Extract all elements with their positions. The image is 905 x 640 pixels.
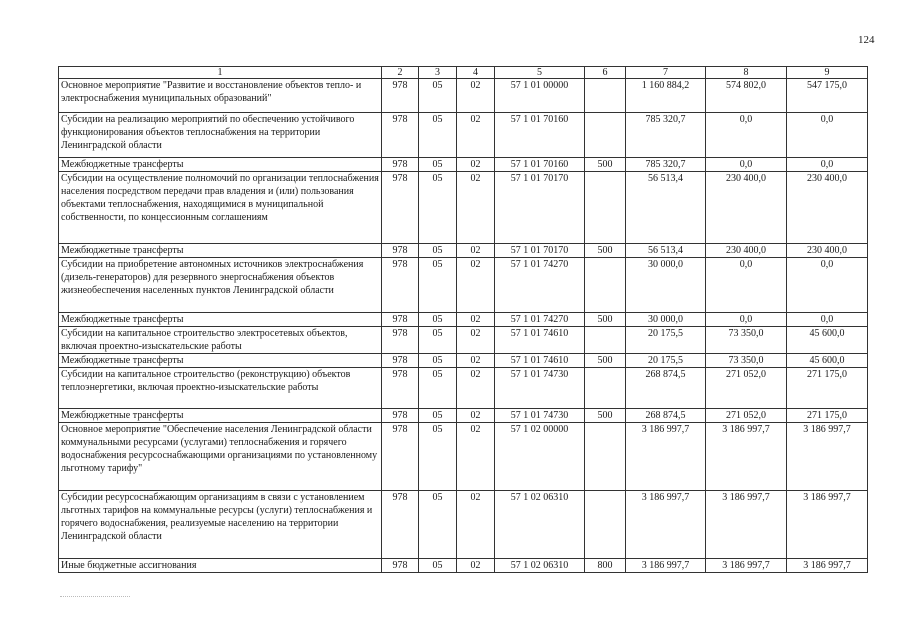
ved-code-cell: 978 (382, 79, 419, 113)
target-article-cell: 57 1 01 74730 (495, 368, 585, 409)
subsection-cell: 02 (457, 559, 495, 573)
section-cell: 05 (419, 559, 457, 573)
description-cell: Субсидии на капитальное строительство (реконструкцию) объектов теплоэнергетики, включая проектно-изыскательские работы (59, 368, 382, 409)
header-cell: 7 (626, 67, 706, 79)
target-article-cell: 57 1 01 74610 (495, 354, 585, 368)
header-cell: 8 (706, 67, 787, 79)
amount-cell: 56 513,4 (626, 244, 706, 258)
subsection-cell: 02 (457, 327, 495, 354)
section-cell: 05 (419, 327, 457, 354)
amount-cell: 271 175,0 (787, 409, 868, 423)
expense-type-cell (585, 368, 626, 409)
subsection-cell: 02 (457, 113, 495, 158)
amount-cell: 3 186 997,7 (706, 423, 787, 491)
page-number: 124 (858, 34, 875, 46)
table-row (59, 491, 868, 559)
section-cell: 05 (419, 172, 457, 244)
amount-cell: 30 000,0 (626, 313, 706, 327)
amount-cell: 0,0 (706, 158, 787, 172)
target-article-cell: 57 1 01 74270 (495, 313, 585, 327)
target-article-cell: 57 1 01 70170 (495, 172, 585, 244)
header-cell: 5 (495, 67, 585, 79)
section-cell: 05 (419, 354, 457, 368)
expense-type-cell (585, 172, 626, 244)
amount-cell: 0,0 (706, 313, 787, 327)
section-cell: 05 (419, 258, 457, 313)
amount-cell: 56 513,4 (626, 172, 706, 244)
amount-cell: 30 000,0 (626, 258, 706, 313)
subsection-cell: 02 (457, 423, 495, 491)
table-row (59, 158, 868, 172)
table-row (59, 258, 868, 313)
ved-code-cell: 978 (382, 423, 419, 491)
table-row (59, 313, 868, 327)
expense-type-cell: 500 (585, 354, 626, 368)
description-cell: Межбюджетные трансферты (59, 158, 382, 172)
table-row (59, 559, 868, 573)
amount-cell: 230 400,0 (787, 244, 868, 258)
header-cell: 4 (457, 67, 495, 79)
section-cell: 05 (419, 423, 457, 491)
table-row (59, 368, 868, 409)
section-cell: 05 (419, 368, 457, 409)
ved-code-cell: 978 (382, 172, 419, 244)
table-row (59, 113, 868, 158)
header-cell: 1 (59, 67, 382, 79)
page-mark (60, 596, 130, 597)
amount-cell: 0,0 (706, 113, 787, 158)
description-cell: Межбюджетные трансферты (59, 244, 382, 258)
amount-cell: 45 600,0 (787, 327, 868, 354)
header-cell: 9 (787, 67, 868, 79)
table-row (59, 354, 868, 368)
section-cell: 05 (419, 244, 457, 258)
amount-cell: 785 320,7 (626, 158, 706, 172)
amount-cell: 785 320,7 (626, 113, 706, 158)
target-article-cell: 57 1 01 70170 (495, 244, 585, 258)
amount-cell: 0,0 (787, 313, 868, 327)
description-cell: Субсидии ресурсоснабжающим организациям в связи с установлением льготных тарифов на коммунальные ресурсы (услуги) теплоснабжения и горячего водоснабжения, реализуемые населению на территории Ленинградской области (59, 491, 382, 559)
table-row (59, 172, 868, 244)
table-row (59, 79, 868, 113)
amount-cell: 0,0 (787, 113, 868, 158)
table-row (59, 244, 868, 258)
amount-cell: 271 175,0 (787, 368, 868, 409)
subsection-cell: 02 (457, 368, 495, 409)
section-cell: 05 (419, 491, 457, 559)
expense-type-cell (585, 423, 626, 491)
header-cell: 6 (585, 67, 626, 79)
amount-cell: 3 186 997,7 (626, 491, 706, 559)
amount-cell: 271 052,0 (706, 409, 787, 423)
header-cell: 2 (382, 67, 419, 79)
target-article-cell: 57 1 02 00000 (495, 423, 585, 491)
ved-code-cell: 978 (382, 491, 419, 559)
expense-type-cell (585, 79, 626, 113)
target-article-cell: 57 1 01 74730 (495, 409, 585, 423)
ved-code-cell: 978 (382, 113, 419, 158)
description-cell: Основное мероприятие "Развитие и восстановление объектов тепло- и электроснабжения муниципальных образований" (59, 79, 382, 113)
expense-type-cell: 500 (585, 158, 626, 172)
table-row (59, 327, 868, 354)
ved-code-cell: 978 (382, 354, 419, 368)
amount-cell: 3 186 997,7 (626, 559, 706, 573)
target-article-cell: 57 1 01 74610 (495, 327, 585, 354)
amount-cell: 230 400,0 (706, 244, 787, 258)
expense-type-cell (585, 113, 626, 158)
amount-cell: 45 600,0 (787, 354, 868, 368)
ved-code-cell: 978 (382, 258, 419, 313)
amount-cell: 268 874,5 (626, 368, 706, 409)
description-cell: Межбюджетные трансферты (59, 409, 382, 423)
subsection-cell: 02 (457, 491, 495, 559)
subsection-cell: 02 (457, 244, 495, 258)
target-article-cell: 57 1 01 70160 (495, 113, 585, 158)
description-cell: Субсидии на реализацию мероприятий по обеспечению устойчивого функционирования объектов теплоснабжения на территории Ленинградской области (59, 113, 382, 158)
subsection-cell: 02 (457, 79, 495, 113)
section-cell: 05 (419, 313, 457, 327)
amount-cell: 0,0 (706, 258, 787, 313)
header-cell: 3 (419, 67, 457, 79)
ved-code-cell: 978 (382, 327, 419, 354)
description-cell: Межбюджетные трансферты (59, 313, 382, 327)
subsection-cell: 02 (457, 409, 495, 423)
subsection-cell: 02 (457, 354, 495, 368)
amount-cell: 0,0 (787, 258, 868, 313)
section-cell: 05 (419, 158, 457, 172)
table-row (59, 423, 868, 491)
amount-cell: 230 400,0 (787, 172, 868, 244)
ved-code-cell: 978 (382, 559, 419, 573)
ved-code-cell: 978 (382, 244, 419, 258)
section-cell: 05 (419, 113, 457, 158)
table-header-row (59, 67, 868, 79)
description-cell: Субсидии на осуществление полномочий по организации теплоснабжения населения посредством передачи прав владения и (или) пользования объектами теплоснабжения, находящимися в муниципальной собственности, по концессионным соглашениям (59, 172, 382, 244)
expense-type-cell: 500 (585, 244, 626, 258)
subsection-cell: 02 (457, 158, 495, 172)
target-article-cell: 57 1 02 06310 (495, 559, 585, 573)
amount-cell: 73 350,0 (706, 354, 787, 368)
amount-cell: 268 874,5 (626, 409, 706, 423)
amount-cell: 547 175,0 (787, 79, 868, 113)
description-cell: Субсидии на капитальное строительство электросетевых объектов, включая проектно-изыскательские работы (59, 327, 382, 354)
description-cell: Межбюджетные трансферты (59, 354, 382, 368)
amount-cell: 1 160 884,2 (626, 79, 706, 113)
table-row (59, 409, 868, 423)
amount-cell: 3 186 997,7 (787, 491, 868, 559)
description-cell: Основное мероприятие "Обеспечение населения Ленинградской области коммунальными ресурсами (услугами) теплоснабжения и горячего водоснабжения ресурсоснабжающими организациями по установленному льготному тарифу" (59, 423, 382, 491)
expense-type-cell (585, 327, 626, 354)
amount-cell: 3 186 997,7 (787, 423, 868, 491)
target-article-cell: 57 1 01 00000 (495, 79, 585, 113)
description-cell: Иные бюджетные ассигнования (59, 559, 382, 573)
budget-table (58, 66, 868, 573)
ved-code-cell: 978 (382, 158, 419, 172)
description-cell: Субсидии на приобретение автономных источников электроснабжения (дизель-генераторов) для резервного энергоснабжения объектов жизнеобеспечения населенных пунктов Ленинградской области (59, 258, 382, 313)
target-article-cell: 57 1 01 70160 (495, 158, 585, 172)
target-article-cell: 57 1 01 74270 (495, 258, 585, 313)
ved-code-cell: 978 (382, 368, 419, 409)
amount-cell: 3 186 997,7 (626, 423, 706, 491)
amount-cell: 3 186 997,7 (706, 491, 787, 559)
amount-cell: 230 400,0 (706, 172, 787, 244)
amount-cell: 0,0 (787, 158, 868, 172)
amount-cell: 574 802,0 (706, 79, 787, 113)
amount-cell: 3 186 997,7 (787, 559, 868, 573)
expense-type-cell (585, 258, 626, 313)
amount-cell: 73 350,0 (706, 327, 787, 354)
amount-cell: 20 175,5 (626, 327, 706, 354)
ved-code-cell: 978 (382, 409, 419, 423)
expense-type-cell: 800 (585, 559, 626, 573)
amount-cell: 3 186 997,7 (706, 559, 787, 573)
amount-cell: 20 175,5 (626, 354, 706, 368)
ved-code-cell: 978 (382, 313, 419, 327)
section-cell: 05 (419, 79, 457, 113)
target-article-cell: 57 1 02 06310 (495, 491, 585, 559)
subsection-cell: 02 (457, 258, 495, 313)
expense-type-cell: 500 (585, 313, 626, 327)
amount-cell: 271 052,0 (706, 368, 787, 409)
section-cell: 05 (419, 409, 457, 423)
subsection-cell: 02 (457, 313, 495, 327)
expense-type-cell (585, 491, 626, 559)
subsection-cell: 02 (457, 172, 495, 244)
expense-type-cell: 500 (585, 409, 626, 423)
